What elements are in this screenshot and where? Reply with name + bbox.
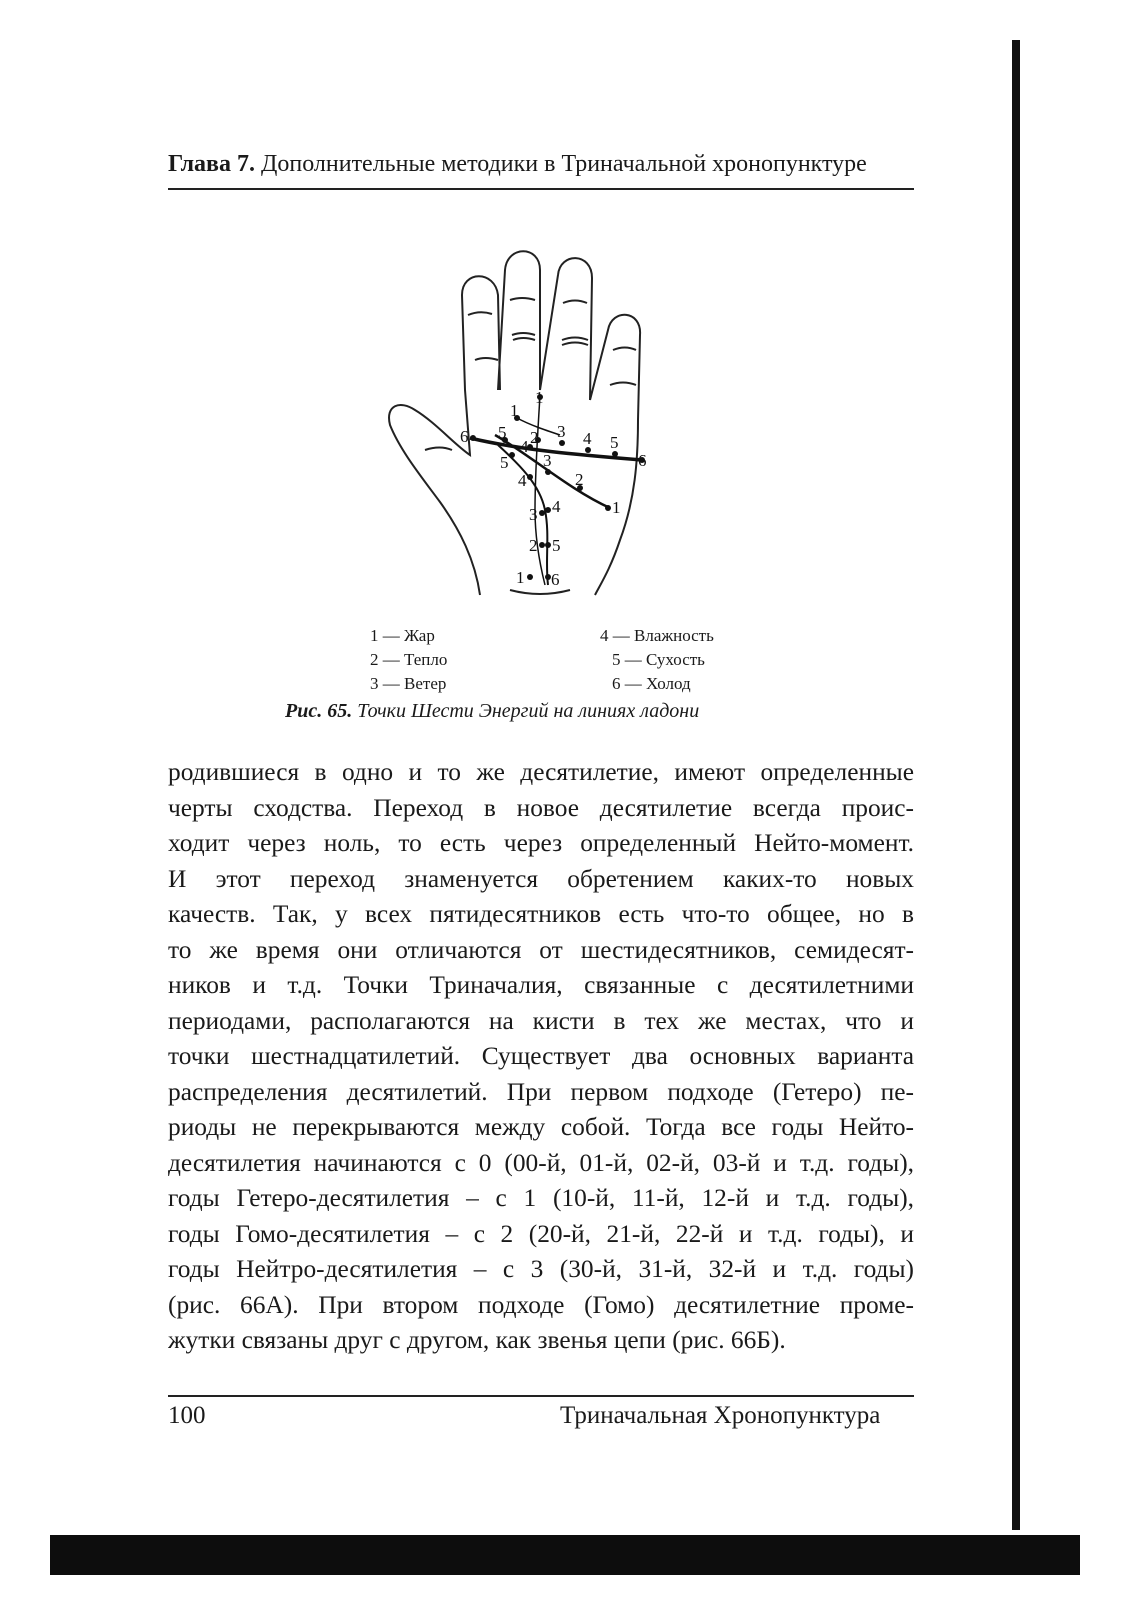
text-line: распределения десятилетий. При первом подходе (Гетеро) пе- bbox=[168, 1077, 914, 1106]
point-label: 4 bbox=[552, 497, 561, 516]
scan-edge-bottom bbox=[50, 1535, 1080, 1575]
text-line: годы Гомо-десятилетия – с 2 (20-й, 21-й, 22-й и т.д. годы), и bbox=[168, 1219, 914, 1248]
caption-text: Точки Шести Энергий на линиях ладони bbox=[352, 700, 700, 722]
point-label: 1 bbox=[612, 498, 621, 517]
legend-item: 1 — Жар bbox=[370, 626, 435, 645]
point-label: 1 bbox=[516, 568, 525, 587]
text-line: годы Гетеро-десятилетия – с 1 (10-й, 11-й, 12-й и т.д. годы), bbox=[168, 1184, 914, 1212]
point-label: 2 bbox=[575, 470, 584, 489]
text-line: ников и т.д. Точки Триначалия, связанные с десятилетними bbox=[168, 971, 914, 999]
text-line: риоды не перекрываются между собой. Тогда все годы Нейто- bbox=[168, 1113, 914, 1141]
palm-figure bbox=[380, 240, 780, 620]
point-label: 5 bbox=[610, 433, 619, 452]
text-line: точки шестнадцатилетий. Существует два основных варианта bbox=[168, 1042, 914, 1070]
point-label: 2 bbox=[530, 428, 539, 447]
chapter-title: Дополнительные методики в Триначальной хронопунктуре bbox=[255, 151, 867, 177]
point-label: 5 bbox=[552, 536, 561, 555]
point-label: 5 bbox=[500, 453, 509, 472]
point-label: 4 bbox=[518, 471, 527, 490]
point-label: 3 bbox=[529, 505, 538, 524]
point-label: 3 bbox=[557, 422, 566, 441]
legend-item: 4 — Влажность bbox=[600, 626, 714, 645]
header-rule bbox=[168, 188, 914, 190]
legend-item: 2 — Тепло bbox=[370, 650, 448, 669]
legend-right bbox=[600, 624, 714, 696]
point-label: 6 bbox=[551, 570, 560, 589]
point-label: 6 bbox=[638, 451, 647, 470]
text-line: десятилетия начинаются с 0 (00-й, 01-й, 02-й, 03-й и т.д. годы), bbox=[168, 1148, 914, 1177]
point-label: 4 bbox=[583, 429, 592, 448]
body-paragraph bbox=[168, 755, 914, 1359]
scan-edge-right bbox=[1012, 40, 1020, 1530]
text-line: жутки связаны друг с другом, как звенья цепи (рис. 66Б). bbox=[168, 1326, 786, 1354]
chapter-number: Глава 7. bbox=[168, 151, 255, 177]
point-labels bbox=[460, 388, 647, 589]
point-label: 2 bbox=[529, 536, 538, 555]
text-line: ходит через ноль, то есть через определенный Нейто-момент. bbox=[168, 829, 914, 857]
running-footer-title: Триначальная Хронопунктура bbox=[560, 1402, 881, 1429]
text-line: годы Нейтро-десятилетия – с 3 (30-й, 31-й, 32-й и т.д. годы) bbox=[168, 1255, 914, 1283]
running-header bbox=[168, 151, 913, 178]
text-line: периодами, располагаются на кисти в тех же местах, что и bbox=[168, 1006, 914, 1035]
legend-item: 6 — Холод bbox=[612, 674, 691, 693]
point-label: 1 bbox=[510, 401, 519, 420]
palm-lines bbox=[470, 395, 642, 585]
text-line: родившиеся в одно и то же десятилетие, имеют определенные bbox=[168, 758, 914, 786]
hand-outline bbox=[389, 251, 640, 595]
point-label: 1 bbox=[535, 388, 544, 407]
text-line: (рис. 66А). При втором подходе (Гомо) десятилетние проме- bbox=[168, 1290, 914, 1319]
point-label: 5 bbox=[498, 423, 507, 442]
footer-rule bbox=[168, 1395, 914, 1397]
point-label: 3 bbox=[543, 451, 552, 470]
point-label: 4 bbox=[520, 437, 529, 456]
text-line: черты сходства. Переход в новое десятилетие всегда проис- bbox=[168, 793, 914, 822]
legend-item: 5 — Сухость bbox=[612, 650, 705, 669]
caption-label: Рис. 65. bbox=[285, 700, 353, 722]
text-line: качеств. Так, у всех пятидесятников есть что-то общее, но в bbox=[168, 900, 914, 928]
figure-caption bbox=[285, 700, 699, 723]
text-line: И этот переход знаменуется обретением каких-то новых bbox=[168, 864, 914, 893]
point-label: 6 bbox=[460, 427, 469, 446]
page-number: 100 bbox=[168, 1402, 206, 1429]
legend-left bbox=[370, 624, 447, 696]
text-line: то же время они отличаются от шестидесятников, семидесят- bbox=[168, 935, 914, 964]
legend-item: 3 — Ветер bbox=[370, 674, 447, 693]
